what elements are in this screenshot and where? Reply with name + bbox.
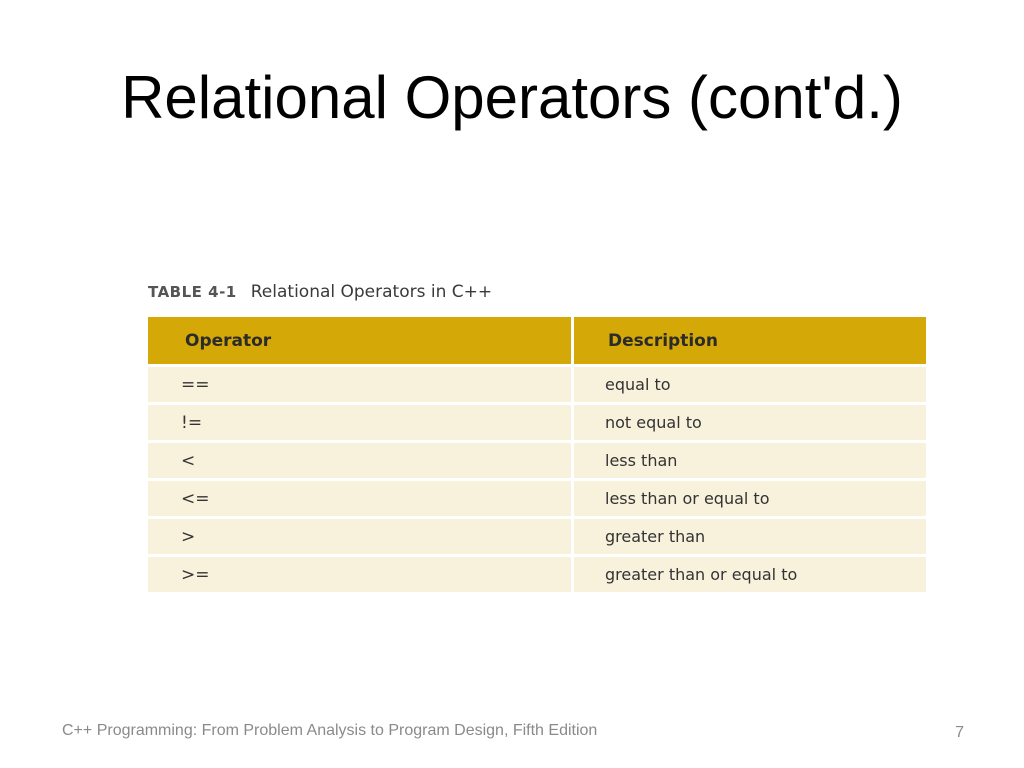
operator-cell: == [148,367,574,405]
table-row [148,519,926,557]
page-number: 7 [955,724,964,741]
table-row [148,557,926,592]
description-cell: greater than or equal to [574,557,926,592]
operator-cell: < [148,443,574,481]
table-row [148,367,926,405]
description-cell: equal to [574,367,926,405]
table-caption-tag: TABLE 4-1 [148,283,237,301]
description-cell: not equal to [574,405,926,443]
footer-citation: C++ Programming: From Problem Analysis to Program Design, Fifth Edition [62,722,598,739]
table-row [148,443,926,481]
operator-cell: != [148,405,574,443]
table-header-row [148,317,926,367]
table-row [148,481,926,519]
table-caption-text: Relational Operators in C++ [250,282,493,302]
table-row [148,405,926,443]
operator-cell: >= [148,557,574,592]
operator-cell: > [148,519,574,557]
relational-operators-table [148,317,926,592]
description-cell: less than [574,443,926,481]
slide-title: Relational Operators (cont'd.) [121,64,903,131]
header-description: Description [574,317,926,367]
description-cell: less than or equal to [574,481,926,519]
operator-cell: <= [148,481,574,519]
table-caption [148,282,492,302]
header-operator: Operator [148,317,574,367]
description-cell: greater than [574,519,926,557]
